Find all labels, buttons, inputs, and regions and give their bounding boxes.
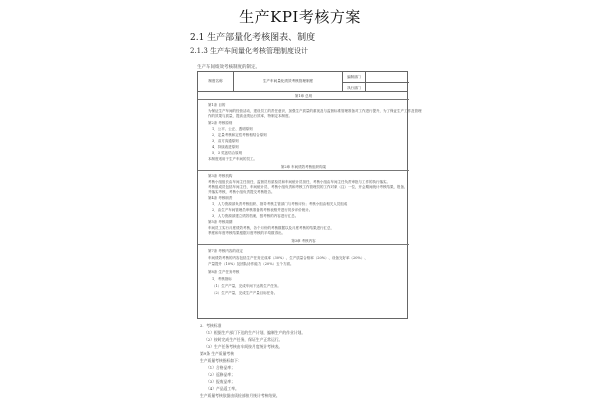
ch2-line: 考核组成员包括车间主任、车间统计员、考核小组负责和考核工作管理员的工作对象（注）一位，开会期间统计考核结果，报备、 (208, 185, 408, 189)
ch1-line: 本制度适用于生产车间的员工。 (208, 157, 257, 161)
after-line: （2）返修品率； (206, 372, 235, 377)
ch3-line: （1）生产产量，完成车间下达的生产任务。 (212, 284, 281, 288)
chapter-2-heading: 第2章 车间绩效考核组织构架 (280, 165, 327, 169)
after-line: 2．考核标准 (200, 323, 222, 328)
form-right-cells (343, 72, 409, 91)
ch2-line: 第5条 考核周期 (208, 220, 233, 224)
chapter-3-rule (198, 244, 409, 245)
ch2-line: 车间员工实行月度绩效考核，各个月份的考核数据以及月度考核的结果进行汇总， (208, 226, 334, 230)
ch1-line: 2．定量考核和定性考核相结合原则 (212, 133, 267, 137)
ch3-line: 产量提升（10%）及团队协作能力（20%）五个方面。 (208, 262, 294, 266)
ch2-line: 3．人力资源部建立绩效档案，按考核的内容进行汇总。 (212, 214, 299, 218)
chapter-1-rule (198, 99, 409, 100)
form-label-dept: 编制部门 (343, 72, 366, 82)
ch3-line: 第7条 考核内容的设定 (208, 249, 243, 253)
after-line: （1）根据生产部门下达的生产计划，编制生产的作业计划。 (204, 330, 306, 335)
ch1-line: 1．公平、公正、透明原则 (212, 127, 253, 131)
intro-line: 生产车间绩效考核制度的制定。 (197, 65, 260, 70)
ch1-line: 为保证生产车间的经营活动，建设员工的责任意识，加强生产质量的重视及与监督标准管理准备对工作进行提升，为了保证生产工作及管理 (208, 109, 422, 113)
ch2-line: 1．人力资源部负责考核组织、指导考核主管部门与考核评价；考核小组由相关人员组成 (212, 202, 348, 206)
section-heading: 2.1 生产部量化考核图表、制度 (190, 33, 316, 43)
subsection-heading: 2.1.3 生产车间量化考核管理制度设计 (190, 47, 309, 55)
ch1-line: 4．持续改进原则 (212, 145, 239, 149)
ch2-line: 第4条 考核职责 (208, 196, 233, 200)
form-label-name: 制度名称 (198, 72, 234, 91)
after-line: 第9条 生产质量考核 (200, 351, 234, 356)
chapter-1-heading: 第1章 总则 (294, 94, 313, 98)
document-title: 生产KPI考核方案 (239, 8, 361, 26)
chapter-3-heading: 第3章 考核内容 (291, 239, 316, 243)
ch2-line: 并落实考核，考核小组负责提交考核报告。 (208, 190, 275, 194)
after-line: （4）产品返工率。 (206, 386, 239, 391)
form-header (198, 72, 407, 92)
ch1-line: 第1条 目的 (208, 103, 226, 107)
after-line: （3）报废品率； (206, 379, 235, 384)
after-line: 生产质量考核依据由质检部按月统计考核结果。 (200, 393, 280, 398)
ch3-line: 车间绩效考核的内容包括生产任务完成率（30%）、生产质量合格率（20%）、设备完好率（20%）、 (208, 256, 368, 260)
regulation-document (197, 71, 422, 319)
ch3-line: （2）生产产量，完成生产产量目标任务。 (212, 291, 278, 295)
ch2-line: 考核小组组长由车间主任担任，监督员有质检员和车间统计员担任，考核小组由车间主任负责审批与工作的执行落实。 (208, 180, 390, 184)
after-line: （2）按时完成生产任务，保证生产正常运行。 (204, 337, 283, 342)
ch2-line: 2．由生产车间管理员审核准备的考核表格并进行初步评价统计。 (212, 208, 313, 212)
ch1-line: 第2条 考核原则 (208, 121, 233, 125)
ch1-line: 3．双方沟通原则 (212, 139, 239, 143)
after-line: （3）生产任务考核由车间按月度统计考核表。 (204, 344, 283, 349)
after-line: 生产质量考核指标如下： (200, 358, 242, 363)
ch3-line: 1．考核指标 (212, 277, 232, 281)
ch2-line: 季度和年度考核结果根据月度考核的平均数得出。 (208, 231, 285, 235)
ch2-line: 第3条 考核机构 (208, 174, 233, 178)
after-line: （1）合格品率； (206, 365, 235, 370)
ch1-line: 5．3 奖惩结合原则 (212, 151, 243, 155)
form-name-value: 生产车间量化绩效考核管理制度 (234, 72, 343, 91)
form-label-date: 执行部门 (343, 83, 366, 93)
chapter-2-rule (198, 170, 409, 171)
ch3-line: 第8条 生产任务考核 (208, 270, 240, 274)
ch1-line: 作的效果与质量，提高业绩运行效率，特制定本制度。 (208, 114, 292, 118)
